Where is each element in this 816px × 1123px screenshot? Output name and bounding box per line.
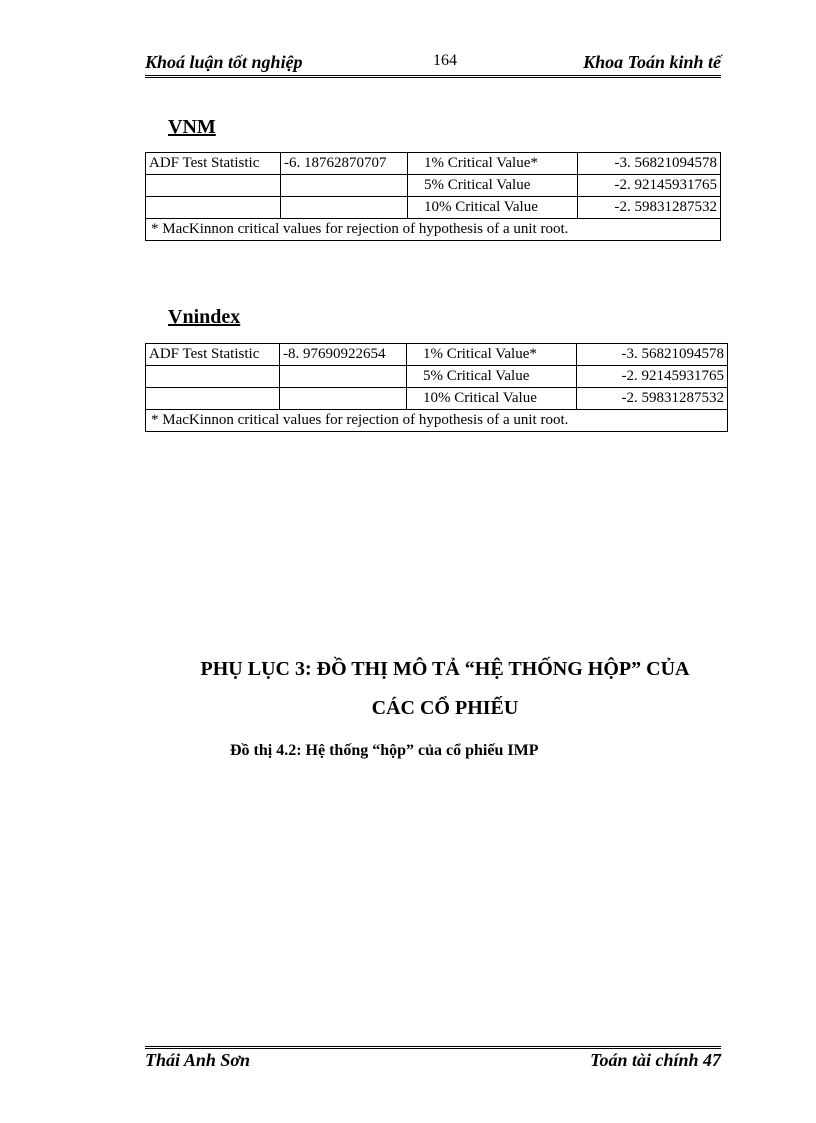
figure-caption	[230, 742, 538, 760]
page-header	[145, 50, 721, 74]
critical-level-cell: 5% Critical Value	[408, 175, 578, 197]
footer-author: Thái Anh Sơn	[145, 1050, 251, 1070]
table-row	[146, 344, 728, 366]
table-row	[146, 153, 721, 175]
page-number: 164	[433, 52, 457, 69]
header-faculty: Khoa Toán kinh tế	[583, 52, 721, 72]
critical-level-cell: 10% Critical Value	[407, 388, 577, 410]
table-row	[146, 388, 728, 410]
critical-value-cell: -2. 59831287532	[577, 388, 728, 410]
appendix-title-line1: PHỤ LỤC 3: ĐỒ THỊ MÔ TẢ “HỆ THỐNG HỘP” CỦA	[200, 658, 690, 680]
adf-value-cell: -8. 97690922654	[280, 344, 407, 366]
empty-cell	[146, 388, 280, 410]
table-note: * MacKinnon critical values for rejection of hypothesis of a unit root.	[146, 219, 721, 241]
appendix-title-line2: CÁC CỔ PHIẾU	[371, 697, 519, 719]
critical-level-cell: 10% Critical Value	[408, 197, 578, 219]
empty-cell	[281, 197, 408, 219]
header-rule	[145, 75, 721, 78]
empty-cell	[281, 175, 408, 197]
adf-label-cell: ADF Test Statistic	[146, 153, 281, 175]
adf-table-vnm	[145, 152, 721, 241]
critical-value-cell: -2. 92145931765	[577, 366, 728, 388]
section-title-vnindex: Vnindex	[168, 306, 241, 328]
footer-class: Toán tài chính 47	[590, 1050, 721, 1070]
empty-cell	[280, 366, 407, 388]
table-row	[146, 219, 721, 241]
empty-cell	[280, 388, 407, 410]
empty-cell	[146, 197, 281, 219]
table-row	[146, 410, 728, 432]
adf-label-cell: ADF Test Statistic	[146, 344, 280, 366]
empty-cell	[146, 175, 281, 197]
critical-level-cell: 1% Critical Value*	[408, 153, 578, 175]
table-row	[146, 366, 728, 388]
adf-value-cell: -6. 18762870707	[281, 153, 408, 175]
table-row	[146, 175, 721, 197]
critical-value-cell: -2. 92145931765	[578, 175, 721, 197]
adf-table-vnindex	[145, 343, 728, 432]
table-note: * MacKinnon critical values for rejection of hypothesis of a unit root.	[146, 410, 728, 432]
figure-caption-text: Đồ thị 4.2: Hệ thống “hộp” của cổ phiếu IMP	[230, 742, 539, 759]
section-title-vnm: VNM	[168, 116, 216, 138]
critical-value-cell: -3. 56821094578	[577, 344, 728, 366]
empty-cell	[146, 366, 280, 388]
table-row	[146, 197, 721, 219]
critical-value-cell: -2. 59831287532	[578, 197, 721, 219]
critical-value-cell: -3. 56821094578	[578, 153, 721, 175]
critical-level-cell: 5% Critical Value	[407, 366, 577, 388]
header-thesis-title: Khoá luận tốt nghiệp	[145, 52, 303, 72]
critical-level-cell: 1% Critical Value*	[407, 344, 577, 366]
footer-rule	[145, 1046, 721, 1049]
page-footer	[145, 1050, 721, 1074]
